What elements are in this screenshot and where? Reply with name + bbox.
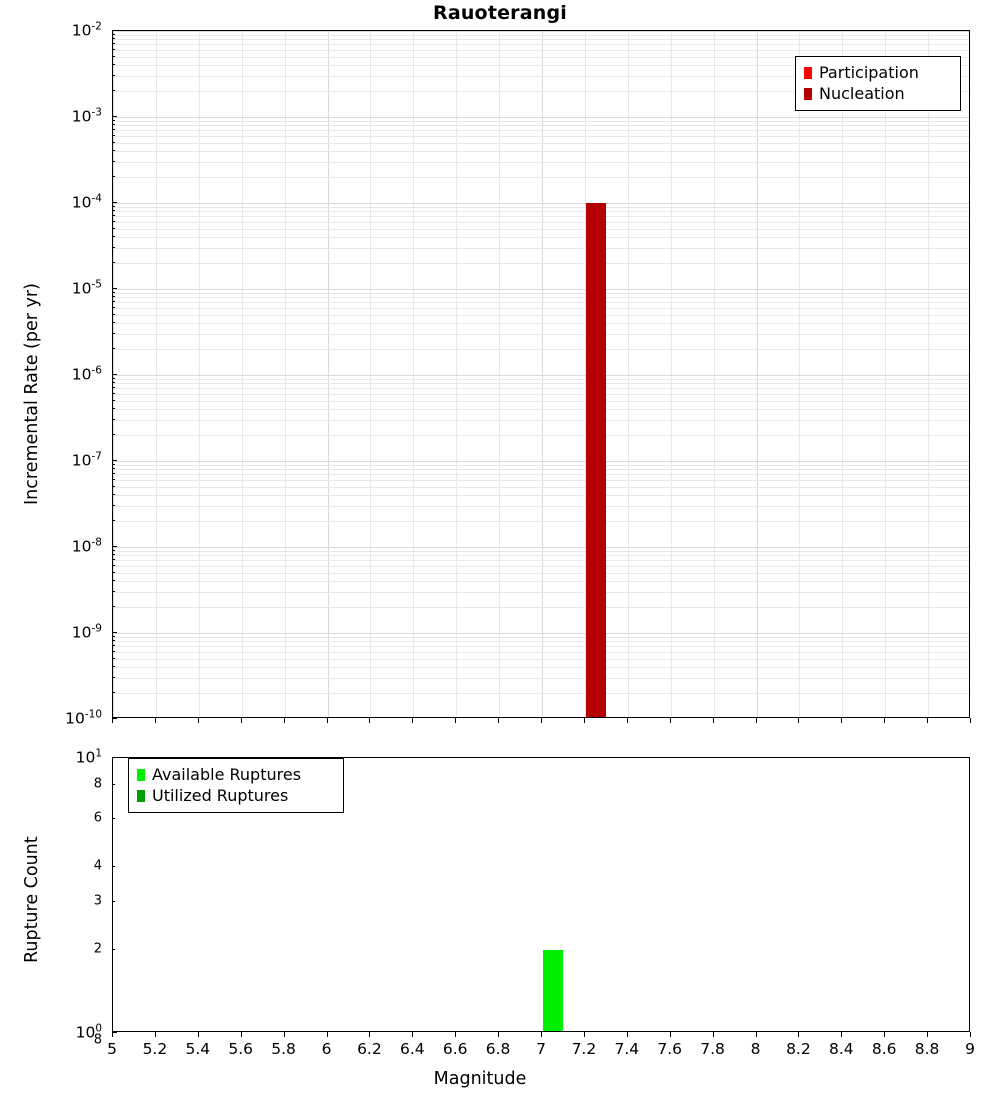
gridline-horizontal [113, 375, 969, 376]
y-tick-mark-minor [112, 464, 115, 465]
y-tick-mark-minor [112, 43, 115, 44]
x-tick-mark [155, 1032, 156, 1037]
y-tick-mark-minor [112, 206, 115, 207]
x-tick-mark [498, 1032, 499, 1037]
x-tick-mark [884, 1032, 885, 1037]
gridline-horizontal-minor [113, 207, 969, 208]
x-tick-mark [112, 1032, 113, 1037]
gridline-horizontal-minor [113, 308, 969, 309]
x-tick-label: 6 [321, 1040, 332, 1058]
y-tick-mark-minor [112, 301, 115, 302]
gridline-horizontal-minor [113, 401, 969, 402]
y-tick-mark-minor [112, 56, 115, 57]
y-tick-label: $10^0$ [75, 1022, 102, 1042]
gridline-horizontal-minor [113, 248, 969, 249]
magnitude-x-axis-title: Magnitude [433, 1069, 527, 1089]
y-tick-mark-minor [112, 468, 115, 469]
gridline-horizontal [113, 461, 969, 462]
x-tick-label: 6.2 [357, 1040, 382, 1058]
y-tick-label-minor: 2 [93, 941, 102, 957]
y-tick-mark-minor [112, 129, 115, 130]
y-tick-label: $10^{-10}$ [65, 708, 102, 728]
x-tick-mark [670, 718, 671, 723]
y-tick-label: $10^{-2}$ [71, 20, 102, 40]
x-tick-label: 7.2 [571, 1040, 597, 1058]
x-tick-mark [841, 1032, 842, 1037]
gridline-horizontal-minor [113, 388, 969, 389]
x-tick-mark [798, 1032, 799, 1037]
gridline-horizontal-minor [113, 143, 969, 144]
legend-swatch-icon [137, 790, 145, 802]
gridline-horizontal-minor [113, 293, 969, 294]
gridline-horizontal-minor [113, 521, 969, 522]
gridline-vertical [628, 31, 629, 717]
legend-item-label: Utilized Ruptures [152, 785, 289, 805]
y-tick-mark-minor [112, 314, 115, 315]
gridline-horizontal-minor [113, 130, 969, 131]
gridline-horizontal-minor [113, 652, 969, 653]
x-tick-mark [970, 718, 971, 723]
incremental-rate-legend [795, 56, 961, 111]
y-tick-mark [112, 632, 117, 633]
y-tick-mark-minor [112, 554, 115, 555]
gridline-horizontal [113, 203, 969, 204]
gridline-horizontal-minor [113, 573, 969, 574]
y-tick-mark-minor [112, 559, 115, 560]
y-tick-mark-minor [112, 572, 115, 573]
y-tick-mark [112, 288, 117, 289]
y-tick-mark-minor [112, 382, 115, 383]
x-tick-mark [798, 718, 799, 723]
y-tick-mark-minor [112, 296, 115, 297]
gridline-horizontal [113, 31, 969, 32]
x-tick-mark [970, 1032, 971, 1037]
legend-item [804, 62, 952, 83]
y-tick-label: $10^{-6}$ [71, 364, 102, 384]
y-tick-mark-minor [112, 818, 115, 819]
y-tick-mark-minor [112, 221, 115, 222]
y-tick-label: $10^{-3}$ [71, 106, 102, 126]
x-tick-mark [455, 1032, 456, 1037]
gridline-horizontal-minor [113, 566, 969, 567]
x-tick-mark [455, 718, 456, 723]
y-tick-mark-minor [112, 473, 115, 474]
y-tick-mark-minor [112, 378, 115, 379]
y-tick-mark [112, 460, 117, 461]
legend-item [804, 83, 952, 104]
gridline-horizontal-minor [113, 487, 969, 488]
legend-swatch-icon [137, 769, 145, 781]
chart-title: Rauoterangi [432, 2, 568, 24]
gridline-horizontal-minor [113, 560, 969, 561]
y-tick-mark-minor [112, 580, 115, 581]
y-tick-mark-minor [112, 565, 115, 566]
rupture-count-bar [543, 950, 563, 1032]
gridline-horizontal-minor [113, 162, 969, 163]
x-tick-mark [241, 1032, 242, 1037]
y-tick-mark-minor [112, 606, 115, 607]
y-tick-mark-minor [112, 520, 115, 521]
y-tick-label-minor: 8 [93, 776, 102, 792]
y-tick-mark-minor [112, 75, 115, 76]
x-tick-mark [412, 718, 413, 723]
gridline-horizontal-minor [113, 349, 969, 350]
x-tick-mark [541, 1032, 542, 1037]
y-tick-mark-minor [112, 176, 115, 177]
y-tick-label-minor: 8 [93, 1032, 102, 1048]
legend-swatch-icon [804, 88, 812, 100]
gridline-horizontal-minor [113, 581, 969, 582]
y-tick-mark-minor [112, 677, 115, 678]
y-tick-mark-minor [112, 505, 115, 506]
gridline-vertical [885, 31, 886, 717]
y-tick-label-minor: 3 [93, 893, 102, 909]
x-tick-mark [327, 1032, 328, 1037]
x-tick-mark [369, 1032, 370, 1037]
x-tick-mark [713, 1032, 714, 1037]
y-tick-mark-minor [112, 666, 115, 667]
gridline-vertical [328, 31, 329, 717]
gridline-horizontal-minor [113, 216, 969, 217]
incremental-rate-y-axis-title: Incremental Rate (per yr) [22, 283, 42, 505]
legend-item-label: Available Ruptures [152, 764, 302, 784]
gridline-horizontal [113, 289, 969, 290]
y-tick-mark-minor [112, 591, 115, 592]
x-tick-label: 5.8 [271, 1040, 296, 1058]
gridline-horizontal-minor [113, 592, 969, 593]
y-tick-mark-minor [112, 120, 115, 121]
y-tick-mark-minor [112, 949, 115, 950]
x-tick-label: 5 [107, 1040, 117, 1058]
gridline-horizontal-minor [113, 495, 969, 496]
y-tick-mark-minor [112, 434, 115, 435]
gridline-vertical [542, 31, 543, 717]
gridline-vertical [199, 31, 200, 717]
x-tick-label: 8.4 [828, 1040, 854, 1058]
y-tick-mark-minor [112, 34, 115, 35]
x-tick-mark [369, 718, 370, 723]
x-tick-mark [713, 718, 714, 723]
gridline-horizontal-minor [113, 678, 969, 679]
x-tick-label: 6.4 [399, 1040, 425, 1058]
y-tick-label: $10^{-5}$ [71, 278, 102, 298]
y-tick-label: $10^{-7}$ [71, 450, 102, 470]
incremental-rate-plot-area [112, 30, 970, 718]
y-tick-mark-minor [112, 651, 115, 652]
gridline-horizontal-minor [113, 469, 969, 470]
x-tick-mark [584, 1032, 585, 1037]
gridline-vertical [156, 31, 157, 717]
gridline-horizontal [113, 547, 969, 548]
y-tick-mark-minor [112, 692, 115, 693]
y-tick-mark-minor [112, 658, 115, 659]
gridline-horizontal-minor [113, 125, 969, 126]
x-tick-mark [155, 718, 156, 723]
y-tick-mark-minor [112, 387, 115, 388]
x-tick-label: 8 [750, 1040, 761, 1058]
gridline-horizontal-minor [113, 646, 969, 647]
x-tick-label: 5.2 [142, 1040, 168, 1058]
gridline-vertical [499, 31, 500, 717]
gridline-horizontal-minor [113, 297, 969, 298]
x-tick-mark [284, 1032, 285, 1037]
legend-item-label: Nucleation [819, 83, 905, 103]
x-tick-mark [841, 718, 842, 723]
x-tick-mark [284, 718, 285, 723]
x-tick-mark [112, 718, 113, 723]
gridline-horizontal-minor [113, 121, 969, 122]
gridline-vertical [456, 31, 457, 717]
y-tick-mark-minor [112, 901, 115, 902]
y-tick-mark-minor [112, 210, 115, 211]
gridline-horizontal-minor [113, 641, 969, 642]
gridline-horizontal-minor [113, 383, 969, 384]
y-tick-mark-minor [112, 161, 115, 162]
gridline-horizontal-minor [113, 211, 969, 212]
y-tick-label: $10^{-9}$ [71, 622, 102, 642]
gridline-vertical [757, 31, 758, 717]
gridline-horizontal-minor [113, 229, 969, 230]
x-tick-mark [584, 718, 585, 723]
gridline-horizontal-minor [113, 474, 969, 475]
rate-bar [586, 203, 606, 718]
y-tick-mark-minor [112, 150, 115, 151]
x-tick-mark [927, 1032, 928, 1037]
y-tick-mark [112, 116, 117, 117]
x-tick-mark [756, 718, 757, 723]
x-tick-label: 6.8 [485, 1040, 511, 1058]
y-tick-mark-minor [112, 333, 115, 334]
gridline-horizontal-minor [113, 177, 969, 178]
x-tick-mark [241, 718, 242, 723]
x-tick-mark [327, 718, 328, 723]
gridline-vertical [413, 31, 414, 717]
gridline-vertical [928, 31, 929, 717]
y-tick-mark-minor [112, 419, 115, 420]
x-tick-label: 7.8 [700, 1040, 725, 1058]
x-tick-label: 9 [965, 1040, 975, 1058]
y-tick-mark-minor [112, 393, 115, 394]
gridline-horizontal-minor [113, 44, 969, 45]
y-tick-mark-minor [112, 64, 115, 65]
x-tick-mark [884, 718, 885, 723]
x-tick-label: 8.2 [786, 1040, 811, 1058]
x-tick-label: 7 [536, 1040, 546, 1058]
gridline-horizontal-minor [113, 323, 969, 324]
y-tick-mark-minor [112, 640, 115, 641]
y-tick-label: $10^1$ [75, 747, 102, 767]
x-tick-mark [412, 1032, 413, 1037]
y-tick-mark-minor [112, 479, 115, 480]
x-tick-label: 8.8 [914, 1040, 940, 1058]
legend-item [137, 764, 335, 785]
y-tick-mark-minor [112, 486, 115, 487]
gridline-horizontal-minor [113, 237, 969, 238]
gridline-horizontal-minor [113, 222, 969, 223]
y-tick-mark-minor [112, 236, 115, 237]
x-tick-mark [198, 718, 199, 723]
gridline-horizontal-minor [113, 136, 969, 137]
x-tick-mark [670, 1032, 671, 1037]
gridline-horizontal-minor [113, 420, 969, 421]
y-tick-mark [112, 757, 117, 758]
y-tick-label: $10^{-4}$ [71, 192, 102, 212]
gridline-horizontal-minor [113, 315, 969, 316]
x-tick-label: 6.6 [442, 1040, 468, 1058]
gridline-horizontal-minor [113, 465, 969, 466]
y-tick-mark [112, 546, 117, 547]
y-tick-mark [112, 30, 117, 31]
y-tick-label-minor: 6 [93, 810, 102, 826]
gridline-horizontal-minor [113, 35, 969, 36]
x-tick-mark [498, 718, 499, 723]
y-tick-mark-minor [112, 142, 115, 143]
gridline-horizontal-minor [113, 480, 969, 481]
y-tick-mark-minor [112, 49, 115, 50]
y-tick-mark-minor [112, 408, 115, 409]
y-tick-mark-minor [112, 550, 115, 551]
y-tick-mark-minor [112, 38, 115, 39]
x-tick-mark [927, 718, 928, 723]
y-tick-mark-minor [112, 784, 115, 785]
gridline-horizontal-minor [113, 659, 969, 660]
y-tick-mark-minor [112, 135, 115, 136]
gridline-horizontal-minor [113, 435, 969, 436]
y-tick-label: $10^{-8}$ [71, 536, 102, 556]
gridline-vertical [714, 31, 715, 717]
rupture-count-legend [128, 758, 344, 813]
rupture-count-y-axis-title: Rupture Count [22, 836, 42, 963]
x-tick-mark [627, 1032, 628, 1037]
x-tick-label: 8.6 [871, 1040, 897, 1058]
y-tick-label-minor: 4 [93, 858, 102, 874]
gridline-horizontal-minor [113, 151, 969, 152]
y-tick-mark-minor [112, 400, 115, 401]
legend-swatch-icon [804, 67, 812, 79]
gridline-horizontal-minor [113, 555, 969, 556]
x-tick-mark [756, 1032, 757, 1037]
y-tick-mark-minor [112, 348, 115, 349]
gridline-horizontal [113, 633, 969, 634]
x-tick-mark [198, 1032, 199, 1037]
gridline-vertical [842, 31, 843, 717]
gridline-vertical [370, 31, 371, 717]
y-tick-mark-minor [112, 262, 115, 263]
y-tick-mark-minor [112, 322, 115, 323]
legend-item [137, 785, 335, 806]
x-tick-mark [541, 718, 542, 723]
gridline-horizontal-minor [113, 263, 969, 264]
x-tick-mark [627, 718, 628, 723]
y-tick-mark-minor [112, 292, 115, 293]
y-tick-mark-minor [112, 228, 115, 229]
y-tick-mark-minor [112, 124, 115, 125]
gridline-horizontal-minor [113, 39, 969, 40]
gridline-vertical [285, 31, 286, 717]
y-tick-mark-minor [112, 645, 115, 646]
y-tick-mark-minor [112, 307, 115, 308]
gridline-horizontal-minor [113, 394, 969, 395]
gridline-vertical [671, 31, 672, 717]
gridline-horizontal [113, 117, 969, 118]
y-tick-mark [112, 202, 117, 203]
x-tick-label: 5.6 [228, 1040, 254, 1058]
gridline-horizontal-minor [113, 334, 969, 335]
gridline-horizontal-minor [113, 379, 969, 380]
y-tick-mark-minor [112, 636, 115, 637]
y-tick-mark-minor [112, 494, 115, 495]
x-tick-label: 7.4 [614, 1040, 640, 1058]
y-tick-mark-minor [112, 90, 115, 91]
y-tick-mark-minor [112, 866, 115, 867]
gridline-horizontal-minor [113, 637, 969, 638]
legend-item-label: Participation [819, 62, 919, 82]
x-tick-label: 7.6 [657, 1040, 683, 1058]
gridline-horizontal-minor [113, 506, 969, 507]
y-tick-mark-minor [112, 215, 115, 216]
gridline-horizontal-minor [113, 607, 969, 608]
y-tick-mark [112, 374, 117, 375]
gridline-vertical [242, 31, 243, 717]
gridline-horizontal-minor [113, 667, 969, 668]
y-tick-mark-minor [112, 247, 115, 248]
gridline-horizontal-minor [113, 50, 969, 51]
gridline-horizontal-minor [113, 302, 969, 303]
gridline-horizontal-minor [113, 409, 969, 410]
gridline-horizontal-minor [113, 551, 969, 552]
x-tick-label: 5.4 [185, 1040, 211, 1058]
gridline-horizontal-minor [113, 693, 969, 694]
gridline-vertical [799, 31, 800, 717]
